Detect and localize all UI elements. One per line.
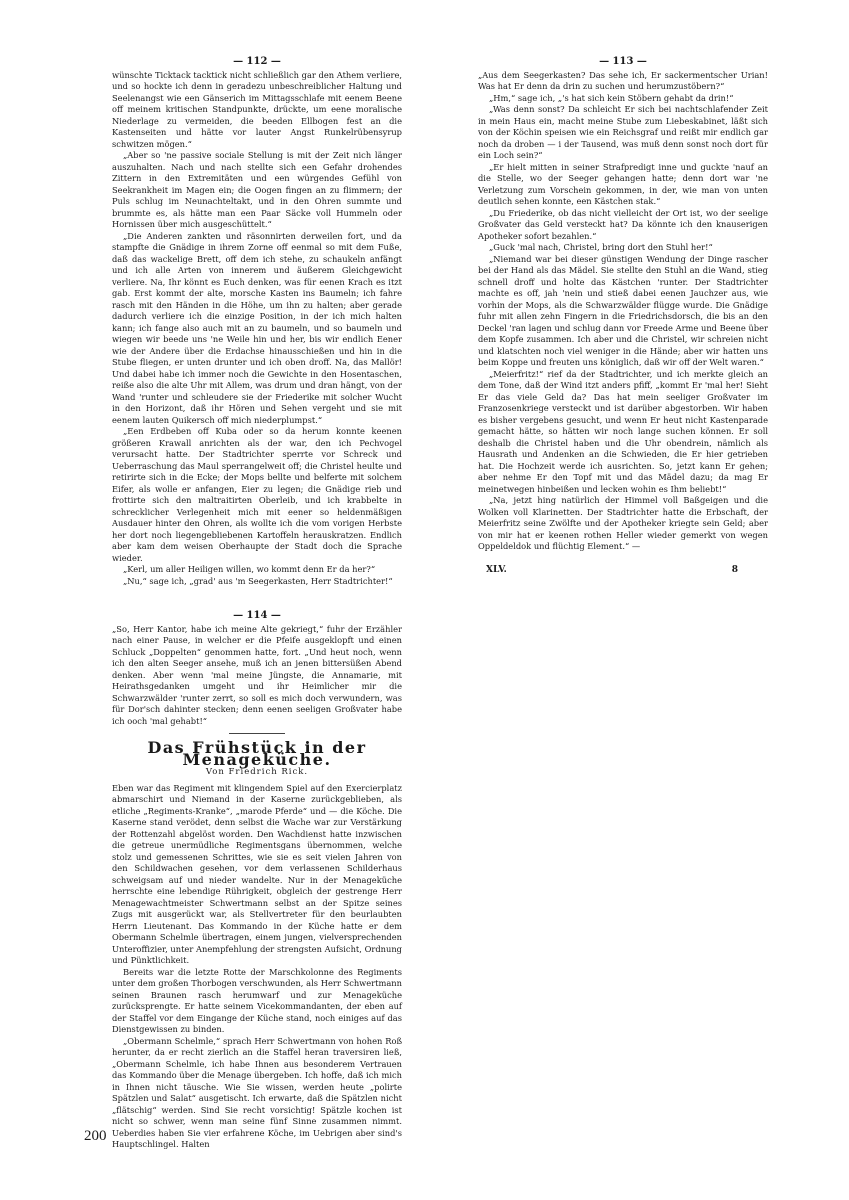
paragraph: „Die Anderen zankten und räsonnirten derweilen fort, und da stampfte die Gnädige in ihrem Zorne off eenmal so mit dem Fuße, daß das wackelige Brett, off dem ich stehe, zu schaukeln anfängt und ich alle Arten von innerem und äußerem Gleichgewicht verliere. Na, Ihr könnt es Euch denken, was für eenen Krach es itzt gab. Erst kommt der alte, morsche Kasten ins Baumeln; ich fahre rasch mit den Händen in die Höhe, um ihn zu halten; aber gerade dadurch verliere ich die einzige Position, in der ich mich halten kann; ich fange also auch mit an zu baumeln, und so baumeln und wiegen wir beede uns 'ne Weile hin und her, bis wir endlich Eener wie der Andere über die Erdachse hinausschießen und hin in die Stube fliegen, er unten drunter und ich oben droff. Na, das Mallör! Und dabei habe ich immer noch die Gewichte in den Hosentaschen, reiße also die alte Uhr mit Allem, was drum und dran hängt, von der Wand 'runter und schleudere sie der Friederike mit solcher Wucht in den Horizont, daß ihr Hören und Sehen vergeht und sie mit eenem lauten Quikersch off mich niederplumpst.“ [112,230,402,425]
paragraph: „Na, jetzt hing natürlich der Himmel voll Baßgeigen und die Wolken voll Klarinetten. Der Stadtrichter hatte die Erbschaft, der Meierfritz seine Zwölfte und der Apotheker kriegte sein Geld; aber von mir hat er keenen rothen Heller wieder gemerkt von wegen Oppeldeldok und flüchtig Element.“ — [478,495,768,551]
paragraph: „Du Friederike, ob das nicht vielleicht der Ort ist, wo der seelige Großvater das Geld versteckt hat? Da könnte ich den knauserigen Apotheker sofort bezahlen.“ [478,207,768,241]
signature-right: 8 [731,564,738,575]
paragraph: „Hm,“ sage ich, „'s hat sich kein Stöbern gehabt da drin!“ [489,92,734,103]
paragraph: Eben war das Regiment mit klingendem Spiel auf den Exercierplatz abmarschirt und Niemand in der Kaserne zurückgeblieben, als etliche „Regiments-Kranke“, „marode Pferde“ und — die Köche. Die Kaserne stand verödet, denn selbst die Wache war zur Verstärkung der Rottenzahl abgelöst worden. Den Wachdienst hatte inzwischen die getreue unermüdliche Regimentsgans übernommen, welche stolz und gemessenen Schrittes, wie sie es seit vielen Jahren von den Schildwachen gesehen, vor dem verlassenen Schilderhaus schweigsam auf und nieder wandelte. Nur in der Menageküche herrschte eine lebendige Rührigkeit, obgleich der gestrenge Herr Menagewachtmeister Schwertmann selbst an der Spitze seines Zugs mit ausgerückt war, als Stellvertreter für den beurlaubten Herrn Lieutenant. Das Kommando in der Küche hatte er dem Obermann Schelmle übertragen, einem jungen, vielversprechenden Unteroffizier, unter Anempfehlung der strengsten Aufsicht, Ordnung und Pünktlichkeit. [112,782,402,965]
paragraph: wünschte Ticktack tacktick nicht schließlich gar den Athem verliere, und so hockte ich denn in geradezu unbeschreiblicher Haltung und Seelenangst wie een Gänserich im Mittagsschlafe mit eenem Beene off meinem kritischen Standpunkte, drückte, um eene moralische Niederlage zu vermeiden, die beeden Ellbogen fest an die Kastenseiten und hätte vor lauter Angst Runkelrübensyrup schwitzen mögen.“ [112,69,402,149]
paragraph: „Nu,“ sage ich, „grad' aus 'm Seegerkasten, Herr Stadtrichter!“ [123,575,393,586]
folio-number: 200 [84,1128,107,1144]
story-title: Das Frühstück in der Menageküche. [147,738,367,769]
paragraph: „Kerl, um aller Heiligen willen, wo kommt denn Er da her?“ [123,564,376,574]
paragraph: Bereits war die letzte Rotte der Marschkolonne des Regiments unter dem großen Thorbogen verschwunden, als Herr Schwertmann seinen Braunen rasch herumwarf und zur Menageküche zurücksprengte. Er hatte seinem Vicekommandanten, der eben auf der Staffel vor dem Eingange der Küche stand, noch einiges auf das Dienstgewissen zu binden. [112,966,402,1034]
paragraph: „Obermann Schelmle,“ sprach Herr Schwertmann von hohen Roß herunter, da er recht zierlich an die Staffel heran traversiren ließ, „Obermann Schelmle, ich habe Ihnen aus besonderem Vertrauen das Kommando über die Menage übergeben. Ich hoffe, daß ich mich in Ihnen nicht täusche. Wie Sie wissen, werden heute „polirte Spätzlen und Salat“ ausgetischt. Ich erwarte, daß die Spätzlen nicht „flätschig“ werden. Sind Sie recht vorsichtig! Spätzle kochen ist nicht so schwer, wenn man seine fünf Sinne zusammen nimmt. Ueberdies haben Sie vier erfahrene Köche, im Uebrigen aber sind's Hauptschlingel. Halten [112,1035,402,1149]
page-number-112: — 112 — [233,56,281,67]
paragraph: „Aber so 'ne passive sociale Stellung is mit der Zeit nich länger auszuhalten. Nach und nach stellte sich een Gefahr drohendes Zittern in den Extremitäten und een würgendes Gefühl von Seekrankheit im Magen ein; die Oogen fingen an zu flimmern; der Puls schlug im Neunachteltakt, und in den Ohren summte und brummte es, als hätte man een Paar Säcke voll Hummeln oder Hornissen über mich ausgeschüttelt.“ [112,150,402,229]
signature-left: XLV. [486,564,507,575]
paragraph: „Een Erdbeben off Kuba oder so da herum konnte keenen größeren Krawall anrichten als der war, den ich Pechvogel verursacht hatte. Der Stadtrichter sperrte vor Schreck und Ueberraschung das Maul sperrangelweit off; die Christel heulte und retirirte sich in die Ecke; der Mops bellte und belferte mit solchem Eifer, als wolle er anfangen, Eier zu legen; die Gnädige rieb und frottirte sich den maltraitirten Oberleib, und ich krabbelte in schrecklicher Verlegenheit mich mit eener so heldenmäßigen Ausdauer hinter den Ohren, als wollte ich die vom vorigen Herbste her dort noch liegengebliebenen Kartoffeln herauskratzen. Endlich aber kam dem weisen Oberhaupte der Stadt doch die Sprache wieder. [112,426,402,563]
story-author: Von Friedrich Rick. [205,767,309,777]
paragraph: „Was denn sonst? Da schleicht Er sich bei nachtschlafender Zeit in mein Haus ein, macht meine Stube zum Liebeskabinet, läßt sich von der Köchin speisen wie ein Reichsgraf und reißt mir endlich gar noch da droben — i der Tausend, was muß denn sonst noch dort für ein Loch sein?“ [478,104,768,160]
page-number-113: — 113 — [599,56,647,67]
separator-rule [229,733,285,734]
paragraph: „Er hielt mitten in seiner Strafpredigt inne und guckte 'nauf an die Stelle, wo der Seeger gehangen hatte; denn dort war 'ne Verletzung zum Vorschein gekommen, in der, wie man von unten deutlich sehen konnte, een Kästchen stak.“ [478,161,768,206]
paragraph: „Guck 'mal nach, Christel, bring dort den Stuhl her!“ [489,242,713,252]
paragraph: „So, Herr Kantor, habe ich meine Alte gekriegt,“ fuhr der Erzähler nach einer Pause, in welcher er die Pfeife ausgeklopft und einen Schluck „Doppelten“ genommen hatte, fort. „Und heut noch, wenn ich den alten Seeger ansehe, muß ich an jenen bittersüßen Abend denken. Aber wenn 'mal meine Jüngste, die Annamarie, mit Heirathsgedanken umgeht und ihr Heimlicher mir die Schwarzwälder 'runter zerrt, so soll es mich doch verwundern, was für Dor'sch dahinter stecken; denn eenen seeligen Großvater habe ich ooch 'mal gehabt!“ [112,623,402,726]
page-114-column [112,610,402,1151]
paragraph: „Meierfritz!“ rief da der Stadtrichter, und ich merkte gleich an dem Tone, daß der Wind itzt anders pfiff, „kommt Er 'mal her! Sieht Er das viele Geld da? Das hat mein seeliger Großvater im Franzosenkriege versteckt und ist darüber abgestorben. Wir haben es bisher vergebens gesucht, und wenn Er heut nicht Kastenparade gemacht hätte, so hätten wir noch lange suchen können. Er soll deshalb die Christel haben und die Uhr obendrein, nämlich als Hausrath und Andenken an die Schwieden, die Er hier getrieben hat. Die Hochzeit werde ich ausrichten. So, jetzt kann Er gehen; aber nehme Er den Topf mit und das Mädel dazu; da mag Er meinetwegen hinbeißen und lecken wohin es Ihm beliebt!“ [478,368,768,494]
printer-signature [478,565,768,577]
paragraph: „Aus dem Seegerkasten? Das sehe ich, Er sackermentscher Urian! Was hat Er denn da drin zu suchen und herumzustöbern?“ [478,69,768,91]
page-112-column [112,56,402,587]
paragraph: „Niemand war bei dieser günstigen Wendung der Dinge rascher bei der Hand als das Mädel. Sie stellte den Stuhl an die Wand, stieg schnell droff und holte das Kästchen 'runter. Der Stadtrichter machte es off, jah 'nein und stieß dabei eenen Jauchzer aus, wie vorhin der Mops, als die Schwarzwälder flügge wurde. Die Gnädige fuhr mit allen zehn Fingern in die Friedrichsdorsch, die bis an den Deckel 'ran lagen und schlug dann vor Freede Arme und Beene über dem Kopfe zusammen. Ich aber und die Christel, wir schreien nicht und klatschten noch viel weniger in die Hände; aber wir hatten uns beim Koppe und freuten uns königlich, daß wir off der Welt waren.“ [478,253,768,367]
page-number-114: — 114 — [233,610,281,621]
page-113-column [478,56,768,576]
